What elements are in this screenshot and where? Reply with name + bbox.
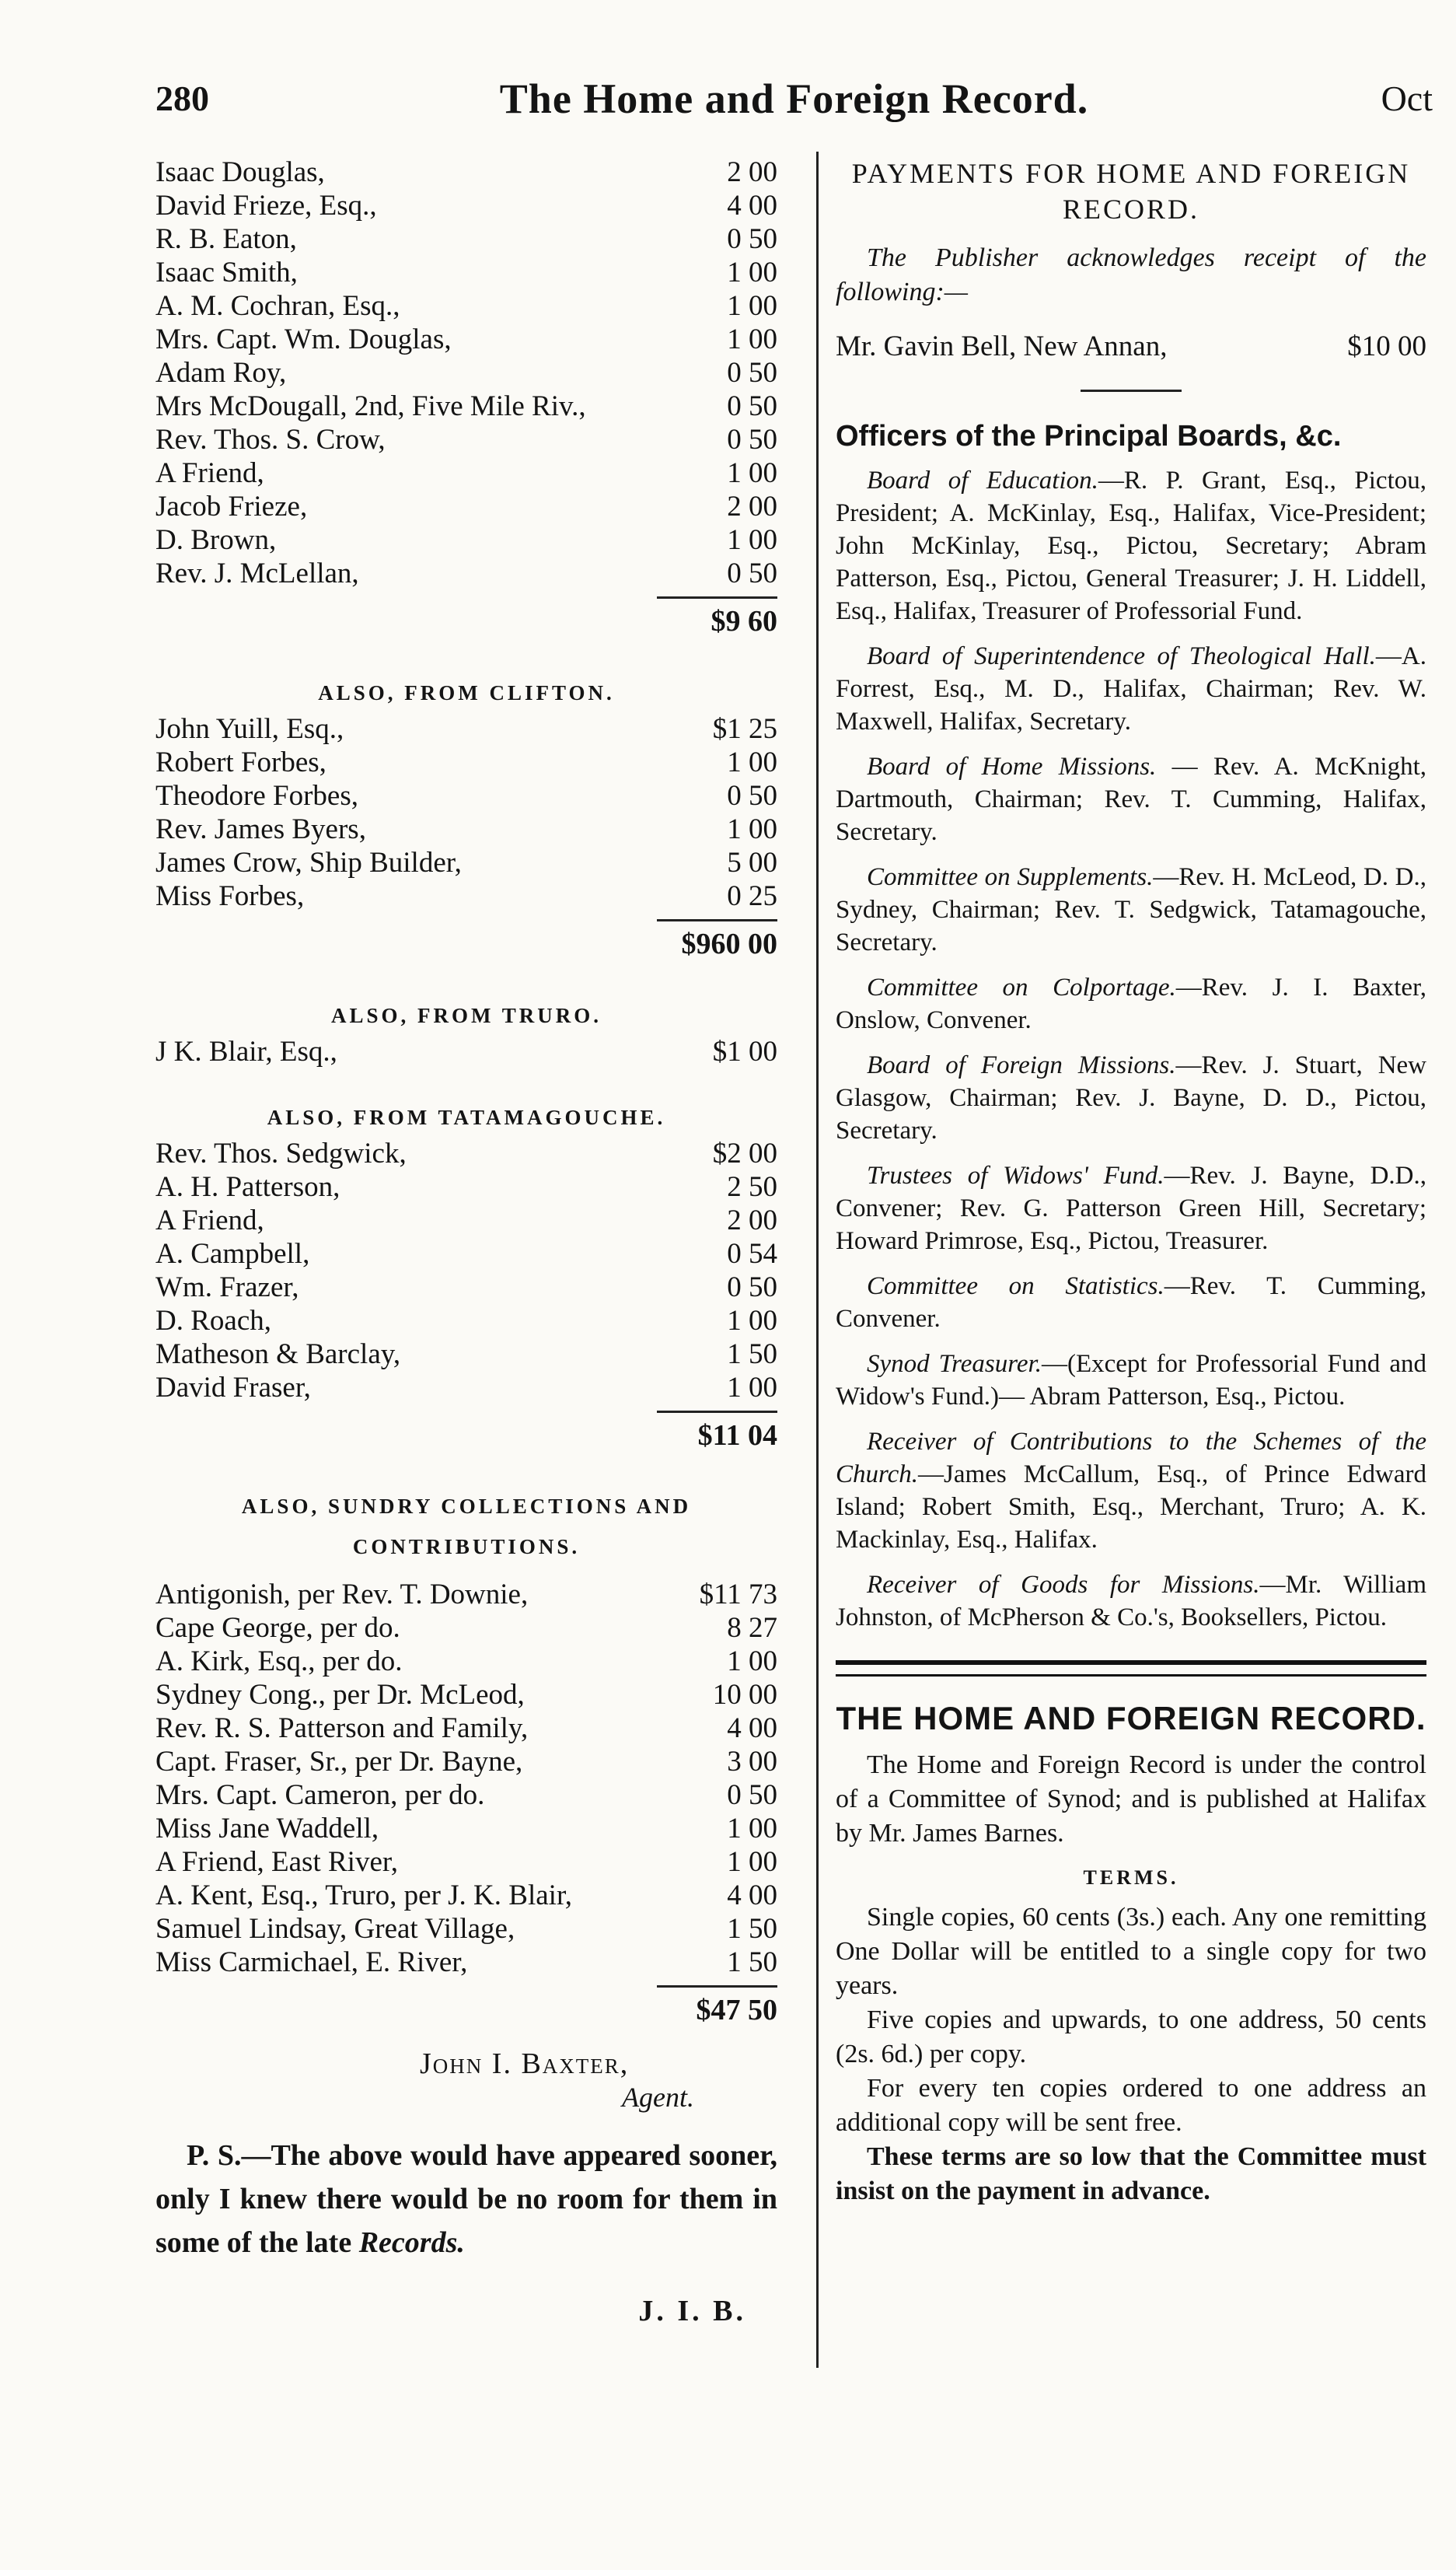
officer-board-name: Board of Home Missions.	[867, 753, 1157, 781]
contribution-amount: 0 50	[727, 424, 777, 456]
contribution-amount: 1 50	[727, 1338, 777, 1370]
contribution-row	[155, 189, 777, 222]
contribution-amount: 0 25	[727, 880, 777, 912]
contributions-list-tatamagouche	[155, 1137, 777, 1404]
record-notice-title: THE HOME AND FOREIGN RECORD.	[836, 1700, 1426, 1736]
contribution-row	[155, 1035, 777, 1068]
contributor-name: Cape George, per do.	[155, 1612, 400, 1644]
section-heading-sundry-line1: ALSO, SUNDRY COLLECTIONS AND	[241, 1495, 692, 1518]
contribution-amount: 1 00	[727, 813, 777, 845]
contributor-name: David Fraser,	[155, 1372, 311, 1404]
officer-board-name: Receiver of Goods for Missions.	[867, 1571, 1260, 1599]
contribution-amount: 0 50	[727, 1779, 777, 1811]
contributor-name: A. Campbell,	[155, 1238, 310, 1270]
officer-entry	[836, 971, 1426, 1037]
contributor-name: A. H. Patterson,	[155, 1171, 340, 1203]
column-divider	[816, 152, 819, 2368]
contribution-amount: 0 54	[727, 1238, 777, 1270]
contribution-row	[155, 1712, 777, 1745]
contribution-row	[155, 779, 777, 813]
officer-board-name: Board of Education.	[867, 467, 1098, 495]
contribution-amount: $11 73	[699, 1579, 777, 1610]
postscript-italic: Records.	[358, 2226, 465, 2259]
subtotal-clifton: $960 00	[681, 928, 777, 960]
section-rule	[1081, 390, 1182, 392]
contributor-name: Miss Jane Waddell,	[155, 1813, 379, 1844]
contribution-amount: 1 00	[727, 1846, 777, 1878]
contribution-row	[155, 1946, 777, 1979]
contributor-name: D. Roach,	[155, 1305, 271, 1337]
contributor-name: James Crow, Ship Builder,	[155, 847, 462, 879]
contribution-row	[155, 1578, 777, 1611]
contribution-amount: 0 50	[727, 780, 777, 812]
double-rule	[836, 1660, 1426, 1677]
contribution-row	[155, 423, 777, 456]
contribution-amount: 0 50	[727, 223, 777, 255]
journal-title: The Home and Foreign Record.	[499, 75, 1089, 122]
contribution-amount: 1 00	[727, 524, 777, 556]
contributor-name: Miss Carmichael, E. River,	[155, 1946, 468, 1978]
running-head	[155, 75, 1433, 132]
officer-entry	[836, 1049, 1426, 1147]
contributions-list-sundry	[155, 1578, 777, 1979]
contribution-row	[155, 1778, 777, 1812]
contribution-row	[155, 846, 777, 879]
section-heading-clifton: ALSO, FROM CLIFTON.	[318, 681, 615, 705]
contribution-row	[155, 1371, 777, 1404]
contributor-name: Rev. Thos. S. Crow,	[155, 424, 386, 456]
contribution-amount: 0 50	[727, 357, 777, 389]
contributor-name: Adam Roy,	[155, 357, 287, 389]
subtotal-1: $9 60	[711, 605, 777, 638]
contributor-name: Mrs. Capt. Cameron, per do.	[155, 1779, 485, 1811]
contribution-row	[155, 712, 777, 746]
contributions-list-truro	[155, 1035, 777, 1068]
contribution-row	[155, 1170, 777, 1204]
terms-item: For every ten copies ordered to one address an additional copy will be sent free.	[836, 2074, 1426, 2137]
officer-details: —Rev. T. Cumming, Convener.	[836, 1272, 1426, 1333]
contribution-row	[155, 879, 777, 913]
officers-list	[836, 464, 1426, 1634]
officer-entry	[836, 1159, 1426, 1257]
officer-entry	[836, 1425, 1426, 1556]
contribution-row	[155, 523, 777, 557]
contribution-amount: 1 00	[727, 1645, 777, 1677]
contribution-amount: $1 25	[712, 713, 777, 745]
contributor-name: Capt. Fraser, Sr., per Dr. Bayne,	[155, 1746, 523, 1778]
contribution-amount: 1 50	[727, 1913, 777, 1945]
contribution-amount: 5 00	[727, 847, 777, 879]
postscript	[155, 2134, 777, 2264]
contributor-name: Rev. James Byers,	[155, 813, 366, 845]
officer-entry	[836, 1270, 1426, 1335]
contribution-row	[155, 1645, 777, 1678]
contribution-amount: 2 00	[727, 491, 777, 523]
contributor-name: John Yuill, Esq.,	[155, 713, 344, 745]
contribution-row	[155, 1237, 777, 1271]
contributor-name: Isaac Smith,	[155, 257, 298, 288]
contributions-list-1	[155, 156, 777, 590]
terms-heading: TERMS.	[1083, 1866, 1179, 1889]
contribution-amount: 1 00	[727, 1813, 777, 1844]
contribution-row	[155, 1678, 777, 1712]
contribution-row	[155, 490, 777, 523]
officer-entry	[836, 464, 1426, 628]
contribution-row	[155, 156, 777, 189]
officer-board-name: Board of Foreign Missions.	[867, 1051, 1176, 1079]
contribution-amount: 0 50	[727, 1271, 777, 1303]
contribution-amount: 2 00	[727, 156, 777, 188]
contribution-amount: 1 00	[727, 1305, 777, 1337]
officer-board-name: Committee on Colportage.	[867, 974, 1176, 1002]
contributor-name: Robert Forbes,	[155, 747, 326, 778]
contributor-name: Sydney Cong., per Dr. McLeod,	[155, 1679, 525, 1711]
officer-details: —Rev. J. Stuart, New Glasgow, Chairman; Rev. J. Bayne, D. D., Pictou, Secretary.	[836, 1051, 1427, 1145]
contributor-name: Samuel Lindsay, Great Village,	[155, 1913, 515, 1945]
record-notice-text: The Home and Foreign Record is under the control of a Committee of Synod; and is published at Halifax by Mr. James Barnes.	[836, 1750, 1426, 1848]
contribution-amount: $1 00	[712, 1036, 777, 1068]
agent-title: Agent.	[622, 2082, 694, 2113]
contribution-amount: 2 00	[727, 1205, 777, 1236]
contributor-name: Rev. J. McLellan,	[155, 558, 359, 589]
terms-item: Single copies, 60 cents (3s.) each. Any one remitting One Dollar will be entitled to a single copy for two years.	[836, 1903, 1426, 2000]
contributor-name: Mrs McDougall, 2nd, Five Mile Riv.,	[155, 390, 586, 422]
contributor-name: R. B. Eaton,	[155, 223, 297, 255]
payments-heading	[836, 156, 1426, 227]
contributions-list-clifton	[155, 712, 777, 913]
contributor-name: Mrs. Capt. Wm. Douglas,	[155, 323, 452, 355]
contributor-name: Wm. Frazer,	[155, 1271, 299, 1303]
contributor-name: A Friend,	[155, 457, 264, 489]
contribution-amount: 1 00	[727, 290, 777, 322]
officer-details: —A. Forrest, Esq., M. D., Halifax, Chairman; Rev. W. Maxwell, Halifax, Secretary.	[836, 642, 1426, 736]
terms-item: These terms are so low that the Committee must insist on the payment in advance.	[836, 2142, 1426, 2205]
officer-board-name: Committee on Supplements.	[867, 863, 1154, 891]
contributor-name: A. Kirk, Esq., per do.	[155, 1645, 403, 1677]
contribution-row	[155, 323, 777, 356]
contribution-row	[155, 1611, 777, 1645]
officer-entry	[836, 1348, 1426, 1413]
publisher-note-text: The Publisher acknowledges receipt of the following:—	[836, 243, 1426, 306]
contributor-name: David Frieze, Esq.,	[155, 190, 377, 222]
contribution-amount: 1 00	[727, 323, 777, 355]
contribution-amount: 4 00	[727, 1879, 777, 1911]
contributor-name: Isaac Douglas,	[155, 156, 325, 188]
contribution-row	[155, 1745, 777, 1778]
contributor-name: Matheson & Barclay,	[155, 1338, 401, 1370]
contribution-row	[155, 456, 777, 490]
left-column	[155, 156, 777, 2328]
officer-details: —Rev. J. I. Baxter, Onslow, Convener.	[836, 974, 1426, 1034]
officers-title: Officers of the Principal Boards, &c.	[836, 420, 1342, 453]
section-heading-truro: ALSO, FROM TRURO.	[330, 1004, 602, 1027]
payment-amount: $10 00	[1347, 330, 1426, 362]
issue-month: Oct	[1381, 79, 1433, 118]
contribution-row	[155, 356, 777, 390]
contribution-row	[155, 256, 777, 289]
contributor-name: A Friend, East River,	[155, 1846, 398, 1878]
contribution-row	[155, 813, 777, 846]
contribution-row	[155, 1912, 777, 1946]
contribution-row	[155, 1271, 777, 1304]
officer-details: —(Except for Professorial Fund and Widow's Fund.)— Abram Patterson, Esq., Pictou.	[836, 1350, 1426, 1411]
contributor-name: A. Kent, Esq., Truro, per J. K. Blair,	[155, 1879, 573, 1911]
contribution-amount: 1 00	[727, 1372, 777, 1404]
contribution-row	[155, 557, 777, 590]
contribution-row	[155, 1845, 777, 1879]
postscript-initials: J. I. B.	[638, 2295, 746, 2327]
contribution-row	[155, 1879, 777, 1912]
officer-board-name: Trustees of Widows' Fund.	[867, 1162, 1164, 1190]
contribution-amount: 0 50	[727, 390, 777, 422]
contribution-amount: 4 00	[727, 190, 777, 222]
officer-entry	[836, 861, 1426, 959]
contribution-amount: 1 00	[727, 747, 777, 778]
payments-heading-line1: PAYMENTS FOR HOME AND FOREIGN	[851, 158, 1411, 189]
contributor-name: Theodore Forbes,	[155, 780, 358, 812]
contribution-amount: 1 00	[727, 257, 777, 288]
contributor-name: Miss Forbes,	[155, 880, 305, 912]
contribution-row	[155, 222, 777, 256]
officer-board-name: Receiver of Contributions to the Schemes of the Church.	[836, 1428, 1426, 1488]
page-number: 280	[155, 79, 209, 118]
contribution-row	[155, 1304, 777, 1337]
right-column	[836, 156, 1426, 2208]
contributor-name: A Friend,	[155, 1205, 264, 1236]
officer-details: —Mr. William Johnston, of McPherson & Co.'s, Booksellers, Pictou.	[836, 1571, 1426, 1631]
contribution-amount: 1 00	[727, 457, 777, 489]
contributor-name: D. Brown,	[155, 524, 277, 556]
publisher-note	[836, 241, 1426, 309]
payment-row	[836, 330, 1426, 363]
contribution-row	[155, 289, 777, 323]
contributor-name: J K. Blair, Esq.,	[155, 1036, 337, 1068]
contribution-row	[155, 1137, 777, 1170]
contribution-amount: 3 00	[727, 1746, 777, 1778]
subtotal-tatamagouche: $11 04	[697, 1419, 777, 1452]
contributor-name: Jacob Frieze,	[155, 491, 308, 523]
officer-board-name: Synod Treasurer.	[867, 1350, 1042, 1378]
contribution-row	[155, 746, 777, 779]
contributor-name: A. M. Cochran, Esq.,	[155, 290, 400, 322]
section-heading-sundry	[155, 1486, 777, 1567]
contributor-name: Rev. Thos. Sedgwick,	[155, 1138, 407, 1170]
payment-name: Mr. Gavin Bell, New Annan,	[836, 330, 1168, 362]
contribution-amount: 10 00	[712, 1679, 777, 1711]
section-heading-tatamagouche: ALSO, FROM TATAMAGOUCHE.	[267, 1106, 666, 1129]
subtotal-sundry: $47 50	[696, 1994, 777, 2026]
officer-details: —Rev. J. Bayne, D.D., Convener; Rev. G. Patterson Green Hill, Secretary; Howard Primrose, Esq., Pictou, Treasurer.	[836, 1162, 1426, 1255]
contribution-amount: $2 00	[712, 1138, 777, 1170]
terms-item: Five copies and upwards, to one address, 50 cents (2s. 6d.) per copy.	[836, 2005, 1426, 2068]
officer-entry	[836, 640, 1426, 738]
agent-name: John I. Baxter,	[420, 2047, 630, 2080]
terms-list	[836, 1900, 1426, 2208]
officer-details: — Rev. A. McKnight, Dartmouth, Chairman; Rev. T. Cumming, Halifax, Secretary.	[836, 753, 1427, 846]
contribution-amount: 0 50	[727, 558, 777, 589]
section-heading-sundry-line2: CONTRIBUTIONS.	[352, 1535, 581, 1558]
postscript-text: P. S.—The above would have appeared sooner, only I knew there would be no room for them in some of the late	[155, 2139, 777, 2259]
contribution-amount: 4 00	[727, 1712, 777, 1744]
contribution-row	[155, 1337, 777, 1371]
contribution-row	[155, 1204, 777, 1237]
contribution-amount: 8 27	[727, 1612, 777, 1644]
officer-details: —Rev. H. McLeod, D. D., Sydney, Chairman; Rev. T. Sedgwick, Tatamagouche, Secretary.	[836, 863, 1426, 956]
officer-entry	[836, 750, 1426, 848]
contribution-row	[155, 390, 777, 423]
contribution-amount: 2 50	[727, 1171, 777, 1203]
contribution-row	[155, 1812, 777, 1845]
payments-heading-line2: RECORD.	[1062, 194, 1200, 225]
contributor-name: Rev. R. S. Patterson and Family,	[155, 1712, 529, 1744]
officer-entry	[836, 1568, 1426, 1634]
contributor-name: Antigonish, per Rev. T. Downie,	[155, 1579, 529, 1610]
contribution-amount: 1 50	[727, 1946, 777, 1978]
officer-board-name: Board of Superintendence of Theological Hall.	[867, 642, 1376, 670]
officer-board-name: Committee on Statistics.	[867, 1272, 1164, 1300]
officer-details: —James McCallum, Esq., of Prince Edward Island; Robert Smith, Esq., Merchant, Truro; A. K. Mackinlay, Esq., Halifax.	[836, 1460, 1426, 1554]
officer-details: —R. P. Grant, Esq., Pictou, President; A. McKinlay, Esq., Halifax, Vice-President; John McKinlay, Esq., Pictou, Secretary; Abram Patterson, Esq., Pictou, General Treasurer; J. H. Liddell, Esq., Halifax, Treasurer of Professorial Fund.	[836, 467, 1426, 625]
